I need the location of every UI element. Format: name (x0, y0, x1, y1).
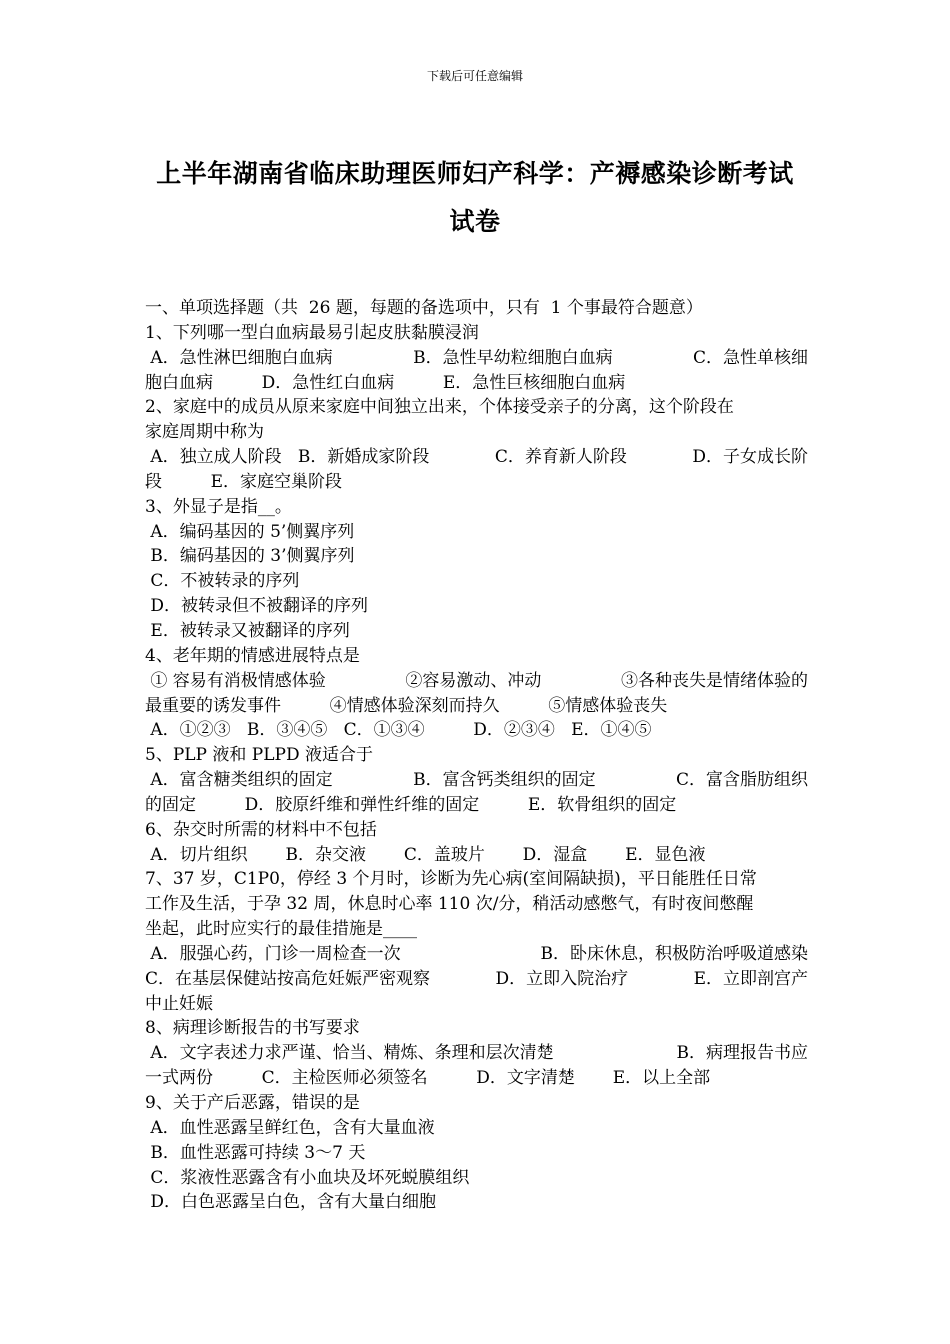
question-5-options (145, 768, 808, 793)
option-text: ③各种丧失是情绪体验的 (621, 670, 808, 691)
question-2-options-cont: 段 E．家庭空巢阶段 (145, 471, 343, 492)
question-4-items-cont: 最重要的诱发事件 ④情感体验深刻而持久 ⑤情感体验丧失 (145, 695, 668, 716)
question-8-options (145, 1041, 808, 1066)
option-text: C．在基层保健站按高危妊娠严密观察 (145, 968, 431, 989)
title-line-2: 试卷 (449, 207, 501, 236)
option-text: B．急性早幼粒细胞白血病 (413, 347, 613, 368)
question-7-stem: 7、37 岁，C1P0，停经 3 个月时，诊断为先心病(室间隔缺损)，平日能胜任日常 (145, 869, 757, 890)
option-text: A．文字表述力求严谨、恰当、精炼、条理和层次清楚 (145, 1043, 554, 1064)
question-8-stem: 8、病理诊断报告的书写要求 (145, 1018, 360, 1039)
option-line: D．被转录但不被翻译的序列 (145, 596, 369, 617)
title-line-1: 上半年湖南省临床助理医师妇产科学：产褥感染诊断考试 (156, 159, 794, 188)
question-2-stem-cont: 家庭周期中称为 (145, 422, 264, 443)
question-6-stem: 6、杂交时所需的材料中不包括 (145, 819, 377, 840)
option-line: B．血性恶露可持续 3～7 天 (145, 1142, 366, 1163)
option-line: B．编码基因的 3’侧翼序列 (145, 546, 355, 567)
question-7-options (145, 942, 808, 967)
question-6-options: A．切片组织 B．杂交液 C．盖玻片 D．湿盒 E．显色液 (145, 844, 706, 865)
question-7-options-cont: 中止妊娠 (145, 993, 213, 1014)
option-line: A．编码基因的 5’侧翼序列 (145, 521, 355, 542)
option-text: A．富含糖类组织的固定 (145, 770, 333, 791)
option-line: D．白色恶露呈白色，含有大量白细胞 (145, 1192, 437, 1213)
question-5-stem: 5、PLP 液和 PLPD 液适合于 (145, 745, 373, 766)
question-4-items (145, 669, 808, 694)
option-text: A．服强心药，门诊一周检查一次 (145, 943, 401, 964)
question-8-options-cont: 一式两份 C．主检医师必须签名 D．文字清楚 E．以上全部 (145, 1068, 711, 1089)
option-text: B．富含钙类组织的固定 (413, 770, 596, 791)
option-text: C．富含脂肪组织 (675, 770, 808, 791)
question-7-options-cont (145, 967, 808, 992)
option-text: A．急性淋巴细胞白血病 (145, 347, 333, 368)
option-line: E．被转录又被翻译的序列 (145, 620, 350, 641)
question-7-stem-cont: 工作及生活，于孕 32 周，休息时心率 110 次/分，稍活动感憋气，有时夜间憋醒 (145, 894, 754, 915)
option-text: ②容易激动、冲动 (405, 670, 542, 691)
option-text: ① 容易有消极情感体验 (145, 670, 326, 691)
option-text: C．养育新人阶段 (494, 447, 627, 468)
option-text: B．卧床休息，积极防治呼吸道感染 (540, 943, 808, 964)
header-note: 下载后可任意编辑 (426, 69, 523, 83)
question-2-stem: 2、家庭中的成员从原来家庭中间独立出来，个体接受亲子的分离，这个阶段在 (145, 397, 734, 418)
option-line: C．浆液性恶露含有小血块及坏死蜕膜组织 (145, 1167, 470, 1188)
question-1-options (145, 346, 808, 371)
option-text: C．急性单核细 (692, 347, 808, 368)
question-3-stem: 3、外显子是指__。 (145, 496, 292, 517)
option-text: E．立即剖宫产 (693, 968, 808, 989)
question-4-options: A．①②③ B．③④⑤ C．①③④ D．②③④ E．①④⑤ (145, 720, 652, 741)
question-2-options (145, 445, 808, 470)
question-body (145, 296, 808, 1215)
page-title (140, 150, 810, 246)
option-text: D．立即入院治疗 (495, 968, 629, 989)
section-heading: 一、单项选择题（共 26 题，每题的备选项中，只有 1 个事最符合题意） (145, 298, 703, 318)
question-4-stem: 4、老年期的情感进展特点是 (145, 645, 360, 666)
question-7-stem-cont: 坐起，此时应实行的最佳措施是____ (145, 919, 417, 940)
option-line: C．不被转录的序列 (145, 571, 300, 592)
question-1-stem: 1、下列哪一型白血病最易引起皮肤黏膜浸润 (145, 322, 479, 343)
option-text: D．子女成长阶 (692, 447, 808, 468)
option-text: B．病理报告书应 (676, 1043, 808, 1064)
question-9-stem: 9、关于产后恶露，错误的是 (145, 1093, 360, 1113)
option-line: A．血性恶露呈鲜红色，含有大量血液 (145, 1117, 435, 1138)
question-1-options-cont: 胞白血病 D．急性红白血病 E．急性巨核细胞白血病 (145, 372, 626, 393)
question-5-options-cont: 的固定 D．胶原纤维和弹性纤维的固定 E．软骨组织的固定 (145, 794, 677, 815)
option-text: A．独立成人阶段 B．新婚成家阶段 (145, 447, 430, 468)
